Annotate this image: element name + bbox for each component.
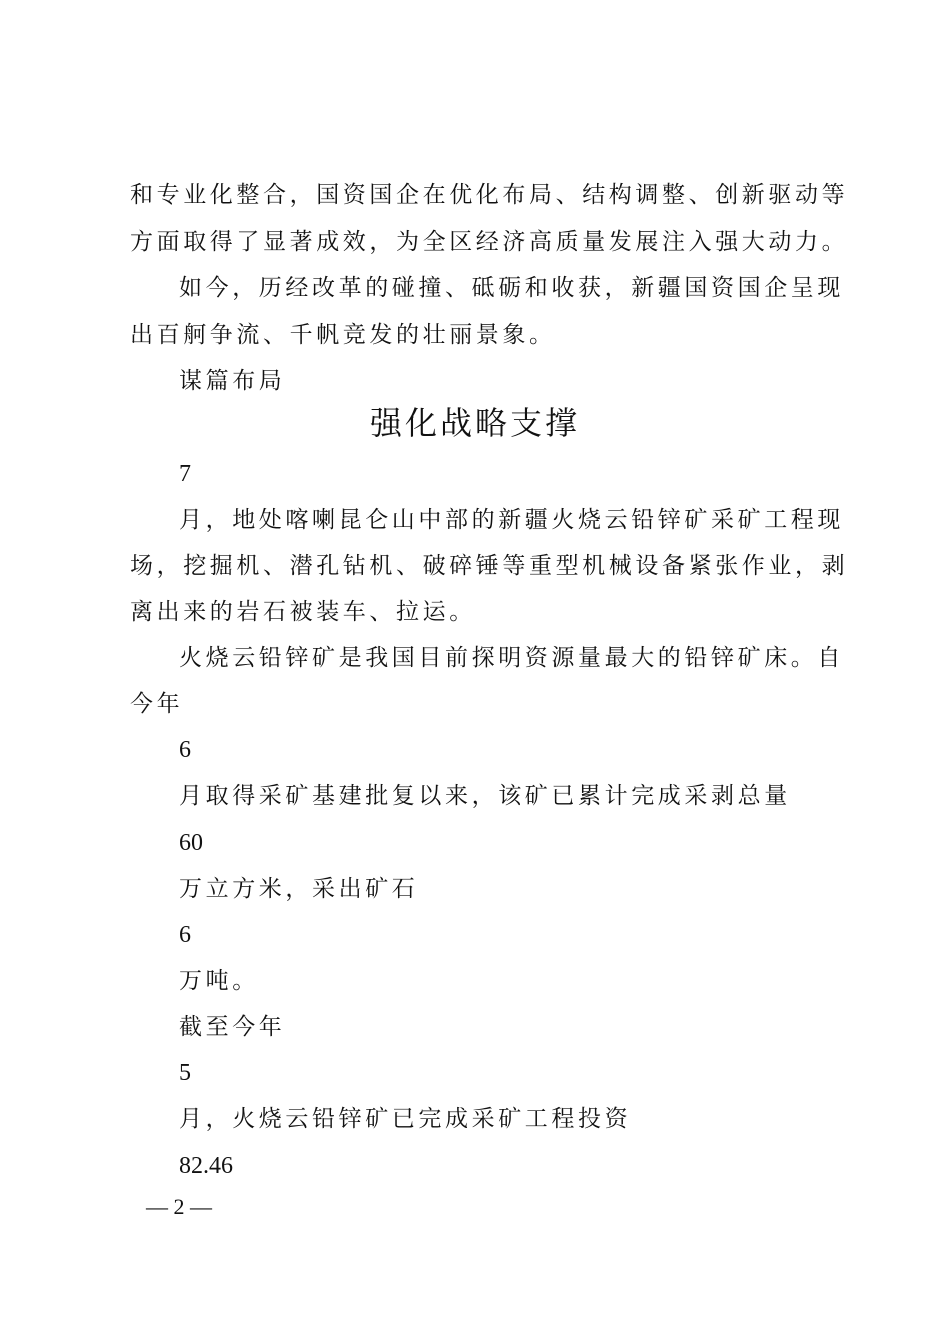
paragraph-5-number-1: 5 (179, 1060, 191, 1086)
paragraph-3-line-1: 月，地处喀喇昆仑山中部的新疆火烧云铅锌矿采矿工程现 (179, 507, 844, 533)
page-number: — 2 — (146, 1194, 212, 1219)
paragraph-4-text-2: 万立方米，采出矿石 (179, 876, 419, 902)
paragraph-2-line-2: 出百舸争流、千帆竞发的壮丽景象。 (130, 322, 556, 348)
paragraph-3-number: 7 (179, 461, 191, 487)
paragraph-5-text-2: 月，火烧云铅锌矿已完成采矿工程投资 (179, 1106, 632, 1132)
section-heading: 强化战略支撑 (369, 404, 580, 442)
paragraph-4-line-2: 今年 (130, 691, 184, 717)
paragraph-4-number-3: 6 (179, 922, 191, 948)
paragraph-4-text-1: 月取得采矿基建批复以来，该矿已累计完成采剥总量 (179, 783, 791, 809)
paragraph-4-line-1: 火烧云铅锌矿是我国目前探明资源量最大的铅锌矿床。自 (179, 645, 844, 671)
paragraph-3-line-3: 离出来的岩石被装车、拉运。 (130, 599, 476, 625)
paragraph-4-number-2: 60 (179, 830, 203, 856)
paragraph-3-line-2: 场，挖掘机、潜孔钻机、破碎锤等重型机械设备紧张作业，剥 (130, 553, 849, 579)
paragraph-1-line-1: 和专业化整合，国资国企在优化布局、结构调整、创新驱动等 (130, 182, 849, 208)
paragraph-1-line-2: 方面取得了显著成效，为全区经济高质量发展注入强大动力。 (130, 229, 849, 255)
paragraph-5-number-2: 82.46 (179, 1153, 233, 1179)
paragraph-4-number-1: 6 (179, 737, 191, 763)
paragraph-5-text-1: 截至今年 (179, 1014, 286, 1040)
paragraph-4-text-3: 万吨。 (179, 968, 259, 994)
paragraph-2-line-1: 如今，历经改革的碰撞、砥砺和收获，新疆国资国企呈现 (179, 275, 844, 301)
section-label: 谋篇布局 (179, 368, 286, 394)
